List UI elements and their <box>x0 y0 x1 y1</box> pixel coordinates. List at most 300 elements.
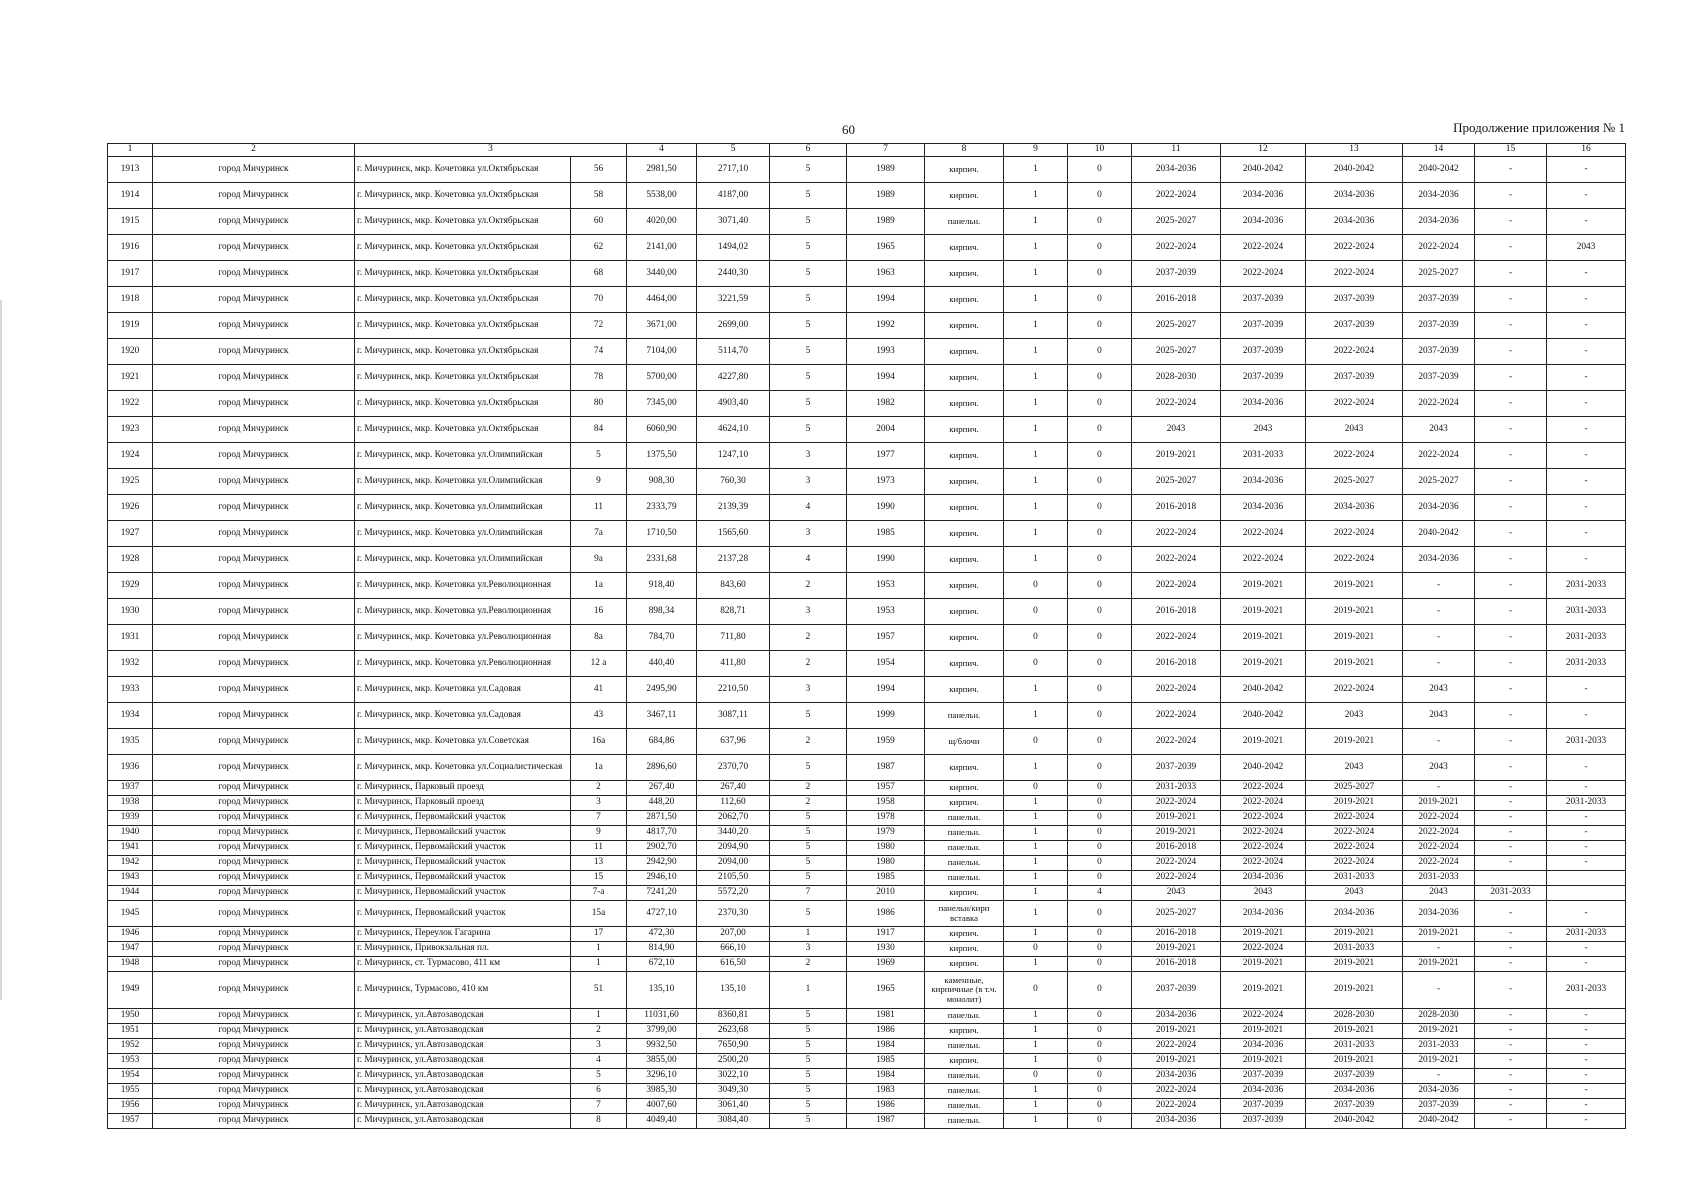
col-10-cell: 0 <box>1068 781 1132 796</box>
floors-cell: 5 <box>770 391 847 417</box>
floors-cell: 2 <box>770 651 847 677</box>
floors-cell: 5 <box>770 755 847 781</box>
build-year-cell: 1989 <box>847 183 925 209</box>
living-area-cell: 5114,70 <box>697 339 770 365</box>
period-15-cell: - <box>1475 811 1547 826</box>
table-row <box>108 796 1626 811</box>
build-year-cell: 1917 <box>847 927 925 942</box>
table-row <box>108 703 1626 729</box>
address-cell: г. Мичуринск, ул.Автозаводская <box>355 1099 571 1114</box>
wall-material-cell: кирпич. <box>925 157 1004 183</box>
floors-cell: 5 <box>770 313 847 339</box>
address-cell: г. Мичуринск, мкр. Кочетовка ул.Октябрьская <box>355 209 571 235</box>
period-15-cell <box>1475 871 1547 886</box>
build-year-cell: 1999 <box>847 703 925 729</box>
col-10-cell: 0 <box>1068 651 1132 677</box>
build-year-cell: 1930 <box>847 942 925 957</box>
period-15-cell: - <box>1475 1084 1547 1099</box>
period-14-cell: 2034-2036 <box>1403 183 1475 209</box>
period-13-cell: 2019-2021 <box>1306 1024 1403 1039</box>
address-cell: г. Мичуринск, мкр. Кочетовка ул.Октябрьская <box>355 417 571 443</box>
house-number-cell: 11 <box>571 495 627 521</box>
municipality-cell: город Мичуринск <box>153 287 355 313</box>
municipality-cell: город Мичуринск <box>153 972 355 1009</box>
wall-material-cell: панельн. <box>925 871 1004 886</box>
row-number: 1923 <box>108 417 153 443</box>
period-14-cell: 2019-2021 <box>1403 1024 1475 1039</box>
build-year-cell: 1994 <box>847 677 925 703</box>
total-area-cell: 3671,00 <box>627 313 697 339</box>
period-14-cell: 2043 <box>1403 677 1475 703</box>
row-number: 1957 <box>108 1114 153 1129</box>
period-16-cell: - <box>1547 365 1626 391</box>
period-12-cell: 2034-2036 <box>1221 1084 1306 1099</box>
period-14-cell: 2025-2027 <box>1403 261 1475 287</box>
floors-cell: 3 <box>770 469 847 495</box>
address-cell: г. Мичуринск, ул.Автозаводская <box>355 1054 571 1069</box>
address-cell: г. Мичуринск, мкр. Кочетовка ул.Революционная <box>355 599 571 625</box>
period-16-cell: - <box>1547 1054 1626 1069</box>
period-11-cell: 2019-2021 <box>1132 443 1221 469</box>
row-number: 1935 <box>108 729 153 755</box>
col-10-cell: 0 <box>1068 942 1132 957</box>
period-15-cell: - <box>1475 957 1547 972</box>
period-11-cell: 2019-2021 <box>1132 1024 1221 1039</box>
period-15-cell: - <box>1475 703 1547 729</box>
period-14-cell: 2037-2039 <box>1403 313 1475 339</box>
period-16-cell: - <box>1547 755 1626 781</box>
period-12-cell: 2043 <box>1221 886 1306 901</box>
period-14-cell: 2019-2021 <box>1403 957 1475 972</box>
table-row <box>108 287 1626 313</box>
col-10-cell: 0 <box>1068 521 1132 547</box>
period-14-cell: 2022-2024 <box>1403 391 1475 417</box>
period-14-cell: 2022-2024 <box>1403 856 1475 871</box>
municipality-cell: город Мичуринск <box>153 1114 355 1129</box>
scan-edge-shadow <box>0 300 2 1000</box>
period-15-cell: - <box>1475 183 1547 209</box>
municipality-cell: город Мичуринск <box>153 942 355 957</box>
floors-cell: 1 <box>770 972 847 1009</box>
period-16-cell: - <box>1547 703 1626 729</box>
row-number: 1919 <box>108 313 153 339</box>
floors-cell: 3 <box>770 942 847 957</box>
house-number-cell: 1 <box>571 942 627 957</box>
col-10-cell: 4 <box>1068 886 1132 901</box>
table-row <box>108 826 1626 841</box>
period-12-cell: 2022-2024 <box>1221 781 1306 796</box>
period-13-cell: 2028-2030 <box>1306 1009 1403 1024</box>
period-16-cell: - <box>1547 417 1626 443</box>
wall-material-cell: панельн. <box>925 856 1004 871</box>
wall-material-cell: кирпич. <box>925 287 1004 313</box>
total-area-cell: 672,10 <box>627 957 697 972</box>
address-cell: г. Мичуринск, мкр. Кочетовка ул.Октябрьская <box>355 391 571 417</box>
wall-material-cell: кирпич. <box>925 1054 1004 1069</box>
period-14-cell: - <box>1403 972 1475 1009</box>
period-15-cell: - <box>1475 235 1547 261</box>
municipality-cell: город Мичуринск <box>153 391 355 417</box>
period-14-cell: 2034-2036 <box>1403 901 1475 927</box>
floors-cell: 5 <box>770 1039 847 1054</box>
table-row <box>108 625 1626 651</box>
floors-cell: 5 <box>770 841 847 856</box>
col-header: 2 <box>153 144 355 157</box>
row-number: 1916 <box>108 235 153 261</box>
col-9-cell: 0 <box>1004 573 1068 599</box>
period-14-cell: 2022-2024 <box>1403 841 1475 856</box>
floors-cell: 5 <box>770 826 847 841</box>
period-16-cell <box>1547 871 1626 886</box>
row-number: 1925 <box>108 469 153 495</box>
period-16-cell: - <box>1547 1099 1626 1114</box>
col-9-cell: 1 <box>1004 1114 1068 1129</box>
col-10-cell: 0 <box>1068 469 1132 495</box>
house-number-cell: 8а <box>571 625 627 651</box>
municipality-cell: город Мичуринск <box>153 841 355 856</box>
period-14-cell: - <box>1403 1069 1475 1084</box>
period-16-cell: - <box>1547 1024 1626 1039</box>
total-area-cell: 7104,00 <box>627 339 697 365</box>
period-12-cell: 2022-2024 <box>1221 235 1306 261</box>
total-area-cell: 2871,50 <box>627 811 697 826</box>
total-area-cell: 267,40 <box>627 781 697 796</box>
living-area-cell: 2500,20 <box>697 1054 770 1069</box>
period-16-cell: 2031-2033 <box>1547 796 1626 811</box>
col-10-cell: 0 <box>1068 1099 1132 1114</box>
period-12-cell: 2037-2039 <box>1221 287 1306 313</box>
period-14-cell: 2043 <box>1403 417 1475 443</box>
col-10-cell: 0 <box>1068 157 1132 183</box>
floors-cell: 5 <box>770 287 847 313</box>
period-16-cell: - <box>1547 901 1626 927</box>
floors-cell: 5 <box>770 365 847 391</box>
row-number: 1955 <box>108 1084 153 1099</box>
living-area-cell: 2717,10 <box>697 157 770 183</box>
col-10-cell: 0 <box>1068 677 1132 703</box>
period-15-cell: - <box>1475 547 1547 573</box>
table-row <box>108 1114 1626 1129</box>
build-year-cell: 1985 <box>847 871 925 886</box>
col-10-cell: 0 <box>1068 1084 1132 1099</box>
period-16-cell: - <box>1547 957 1626 972</box>
table-row <box>108 1024 1626 1039</box>
build-year-cell: 1989 <box>847 209 925 235</box>
period-15-cell: - <box>1475 391 1547 417</box>
row-number: 1914 <box>108 183 153 209</box>
period-16-cell: - <box>1547 469 1626 495</box>
col-9-cell: 1 <box>1004 495 1068 521</box>
row-number: 1932 <box>108 651 153 677</box>
col-10-cell: 0 <box>1068 811 1132 826</box>
wall-material-cell: кирпич. <box>925 599 1004 625</box>
table-row <box>108 157 1626 183</box>
floors-cell: 5 <box>770 339 847 365</box>
period-16-cell: - <box>1547 261 1626 287</box>
col-9-cell: 1 <box>1004 261 1068 287</box>
col-10-cell: 0 <box>1068 871 1132 886</box>
period-11-cell: 2025-2027 <box>1132 469 1221 495</box>
period-11-cell: 2022-2024 <box>1132 856 1221 871</box>
municipality-cell: город Мичуринск <box>153 1054 355 1069</box>
period-11-cell: 2019-2021 <box>1132 811 1221 826</box>
period-15-cell: - <box>1475 339 1547 365</box>
period-16-cell: - <box>1547 1009 1626 1024</box>
period-11-cell: 2022-2024 <box>1132 1099 1221 1114</box>
col-header: 5 <box>697 144 770 157</box>
floors-cell: 5 <box>770 261 847 287</box>
address-cell: г. Мичуринск, мкр. Кочетовка ул.Садовая <box>355 703 571 729</box>
municipality-cell: город Мичуринск <box>153 313 355 339</box>
col-9-cell: 1 <box>1004 183 1068 209</box>
period-16-cell: - <box>1547 841 1626 856</box>
build-year-cell: 1979 <box>847 826 925 841</box>
period-15-cell: - <box>1475 1069 1547 1084</box>
total-area-cell: 448,20 <box>627 796 697 811</box>
house-number-cell: 4 <box>571 1054 627 1069</box>
col-9-cell: 0 <box>1004 972 1068 1009</box>
col-9-cell: 1 <box>1004 313 1068 339</box>
col-9-cell: 1 <box>1004 1084 1068 1099</box>
col-9-cell: 1 <box>1004 811 1068 826</box>
col-9-cell: 1 <box>1004 391 1068 417</box>
period-14-cell: 2043 <box>1403 755 1475 781</box>
wall-material-cell: кирпич. <box>925 625 1004 651</box>
period-16-cell: - <box>1547 209 1626 235</box>
period-12-cell: 2040-2042 <box>1221 677 1306 703</box>
floors-cell: 5 <box>770 901 847 927</box>
house-number-cell: 9 <box>571 826 627 841</box>
floors-cell: 5 <box>770 1084 847 1099</box>
period-15-cell: - <box>1475 927 1547 942</box>
total-area-cell: 4007,60 <box>627 1099 697 1114</box>
table-row <box>108 1069 1626 1084</box>
col-9-cell: 1 <box>1004 1009 1068 1024</box>
table-row <box>108 942 1626 957</box>
address-cell: г. Мичуринск, Парковый проезд <box>355 781 571 796</box>
period-11-cell: 2043 <box>1132 886 1221 901</box>
page-number: 60 <box>842 122 855 137</box>
period-15-cell: - <box>1475 1039 1547 1054</box>
period-11-cell: 2022-2024 <box>1132 729 1221 755</box>
municipality-cell: город Мичуринск <box>153 625 355 651</box>
floors-cell: 5 <box>770 703 847 729</box>
living-area-cell: 112,60 <box>697 796 770 811</box>
period-13-cell: 2022-2024 <box>1306 856 1403 871</box>
period-13-cell: 2022-2024 <box>1306 261 1403 287</box>
total-area-cell: 4020,00 <box>627 209 697 235</box>
period-11-cell: 2016-2018 <box>1132 651 1221 677</box>
col-9-cell: 0 <box>1004 625 1068 651</box>
floors-cell: 5 <box>770 1054 847 1069</box>
wall-material-cell: кирпич. <box>925 927 1004 942</box>
period-16-cell: - <box>1547 856 1626 871</box>
house-number-cell: 5 <box>571 443 627 469</box>
col-9-cell: 1 <box>1004 469 1068 495</box>
municipality-cell: город Мичуринск <box>153 826 355 841</box>
housing-registry-table <box>107 143 1626 1129</box>
period-14-cell: 2025-2027 <box>1403 469 1475 495</box>
total-area-cell: 4727,10 <box>627 901 697 927</box>
municipality-cell: город Мичуринск <box>153 1009 355 1024</box>
total-area-cell: 472,30 <box>627 927 697 942</box>
address-cell: г. Мичуринск, мкр. Кочетовка ул.Олимпийская <box>355 521 571 547</box>
period-13-cell: 2034-2036 <box>1306 495 1403 521</box>
living-area-cell: 2370,70 <box>697 755 770 781</box>
period-15-cell: - <box>1475 972 1547 1009</box>
period-13-cell: 2019-2021 <box>1306 625 1403 651</box>
house-number-cell: 7а <box>571 521 627 547</box>
row-number: 1927 <box>108 521 153 547</box>
period-15-cell: - <box>1475 841 1547 856</box>
period-16-cell: 2031-2033 <box>1547 573 1626 599</box>
total-area-cell: 4464,00 <box>627 287 697 313</box>
period-12-cell: 2022-2024 <box>1221 841 1306 856</box>
municipality-cell: город Мичуринск <box>153 1039 355 1054</box>
period-11-cell: 2022-2024 <box>1132 1039 1221 1054</box>
floors-cell: 4 <box>770 547 847 573</box>
build-year-cell: 1973 <box>847 469 925 495</box>
house-number-cell: 9а <box>571 547 627 573</box>
table-row <box>108 927 1626 942</box>
table-row <box>108 1084 1626 1099</box>
period-12-cell: 2022-2024 <box>1221 942 1306 957</box>
period-11-cell: 2025-2027 <box>1132 901 1221 927</box>
municipality-cell: город Мичуринск <box>153 157 355 183</box>
period-11-cell: 2025-2027 <box>1132 339 1221 365</box>
period-11-cell: 2019-2021 <box>1132 942 1221 957</box>
house-number-cell: 8 <box>571 1114 627 1129</box>
municipality-cell: город Мичуринск <box>153 651 355 677</box>
house-number-cell: 9 <box>571 469 627 495</box>
wall-material-cell: кирпич. <box>925 391 1004 417</box>
period-11-cell: 2022-2024 <box>1132 625 1221 651</box>
municipality-cell: город Мичуринск <box>153 957 355 972</box>
floors-cell: 5 <box>770 1099 847 1114</box>
table-row <box>108 209 1626 235</box>
period-16-cell: - <box>1547 811 1626 826</box>
municipality-cell: город Мичуринск <box>153 886 355 901</box>
total-area-cell: 6060,90 <box>627 417 697 443</box>
period-16-cell: - <box>1547 942 1626 957</box>
floors-cell: 7 <box>770 886 847 901</box>
total-area-cell: 3440,00 <box>627 261 697 287</box>
period-15-cell: - <box>1475 417 1547 443</box>
period-13-cell: 2019-2021 <box>1306 972 1403 1009</box>
address-cell: г. Мичуринск, ст. Турмасово, 411 км <box>355 957 571 972</box>
col-9-cell: 1 <box>1004 886 1068 901</box>
col-9-cell: 1 <box>1004 417 1068 443</box>
wall-material-cell: кирпич. <box>925 796 1004 811</box>
total-area-cell: 684,86 <box>627 729 697 755</box>
period-14-cell: 2031-2033 <box>1403 871 1475 886</box>
house-number-cell: 16 <box>571 599 627 625</box>
period-11-cell: 2025-2027 <box>1132 209 1221 235</box>
total-area-cell: 2331,68 <box>627 547 697 573</box>
floors-cell: 5 <box>770 871 847 886</box>
row-number: 1945 <box>108 901 153 927</box>
floors-cell: 3 <box>770 599 847 625</box>
period-15-cell: - <box>1475 1024 1547 1039</box>
living-area-cell: 760,30 <box>697 469 770 495</box>
period-16-cell: - <box>1547 183 1626 209</box>
floors-cell: 5 <box>770 1009 847 1024</box>
total-area-cell: 9932,50 <box>627 1039 697 1054</box>
period-13-cell: 2037-2039 <box>1306 365 1403 391</box>
row-number: 1926 <box>108 495 153 521</box>
living-area-cell: 2699,00 <box>697 313 770 339</box>
living-area-cell: 411,80 <box>697 651 770 677</box>
wall-material-cell: панельн. <box>925 826 1004 841</box>
build-year-cell: 1994 <box>847 287 925 313</box>
period-12-cell: 2034-2036 <box>1221 391 1306 417</box>
period-12-cell: 2034-2036 <box>1221 901 1306 927</box>
col-10-cell: 0 <box>1068 625 1132 651</box>
col-header: 15 <box>1475 144 1547 157</box>
municipality-cell: город Мичуринск <box>153 729 355 755</box>
municipality-cell: город Мичуринск <box>153 521 355 547</box>
living-area-cell: 207,00 <box>697 927 770 942</box>
table-row <box>108 755 1626 781</box>
period-15-cell: 2031-2033 <box>1475 886 1547 901</box>
period-16-cell: - <box>1547 443 1626 469</box>
period-11-cell: 2037-2039 <box>1132 261 1221 287</box>
col-10-cell: 0 <box>1068 1039 1132 1054</box>
period-14-cell: - <box>1403 625 1475 651</box>
period-11-cell: 2034-2036 <box>1132 157 1221 183</box>
address-cell: г. Мичуринск, мкр. Кочетовка ул.Олимпийская <box>355 443 571 469</box>
table-row <box>108 521 1626 547</box>
period-13-cell: 2034-2036 <box>1306 1084 1403 1099</box>
house-number-cell: 1 <box>571 1009 627 1024</box>
living-area-cell: 637,96 <box>697 729 770 755</box>
col-10-cell: 0 <box>1068 339 1132 365</box>
col-10-cell: 0 <box>1068 841 1132 856</box>
total-area-cell: 908,30 <box>627 469 697 495</box>
table-row <box>108 972 1626 1009</box>
period-11-cell: 2022-2024 <box>1132 703 1221 729</box>
period-16-cell: - <box>1547 391 1626 417</box>
house-number-cell: 1а <box>571 573 627 599</box>
municipality-cell: город Мичуринск <box>153 339 355 365</box>
period-13-cell: 2019-2021 <box>1306 1054 1403 1069</box>
period-15-cell: - <box>1475 856 1547 871</box>
house-number-cell: 17 <box>571 927 627 942</box>
floors-cell: 5 <box>770 1114 847 1129</box>
period-12-cell: 2034-2036 <box>1221 1039 1306 1054</box>
period-13-cell: 2031-2033 <box>1306 1039 1403 1054</box>
house-number-cell: 78 <box>571 365 627 391</box>
period-15-cell: - <box>1475 901 1547 927</box>
period-14-cell: 2019-2021 <box>1403 1054 1475 1069</box>
build-year-cell: 2010 <box>847 886 925 901</box>
period-13-cell: 2019-2021 <box>1306 796 1403 811</box>
floors-cell: 5 <box>770 1024 847 1039</box>
col-10-cell: 0 <box>1068 703 1132 729</box>
living-area-cell: 2440,30 <box>697 261 770 287</box>
col-10-cell: 0 <box>1068 1024 1132 1039</box>
row-number: 1929 <box>108 573 153 599</box>
period-15-cell: - <box>1475 942 1547 957</box>
period-13-cell: 2037-2039 <box>1306 287 1403 313</box>
period-12-cell: 2040-2042 <box>1221 703 1306 729</box>
period-13-cell: 2031-2033 <box>1306 942 1403 957</box>
address-cell: г. Мичуринск, мкр. Кочетовка ул.Революционная <box>355 651 571 677</box>
row-number: 1941 <box>108 841 153 856</box>
address-cell: г. Мичуринск, Переулок Гагарина <box>355 927 571 942</box>
row-number: 1940 <box>108 826 153 841</box>
period-12-cell: 2037-2039 <box>1221 313 1306 339</box>
